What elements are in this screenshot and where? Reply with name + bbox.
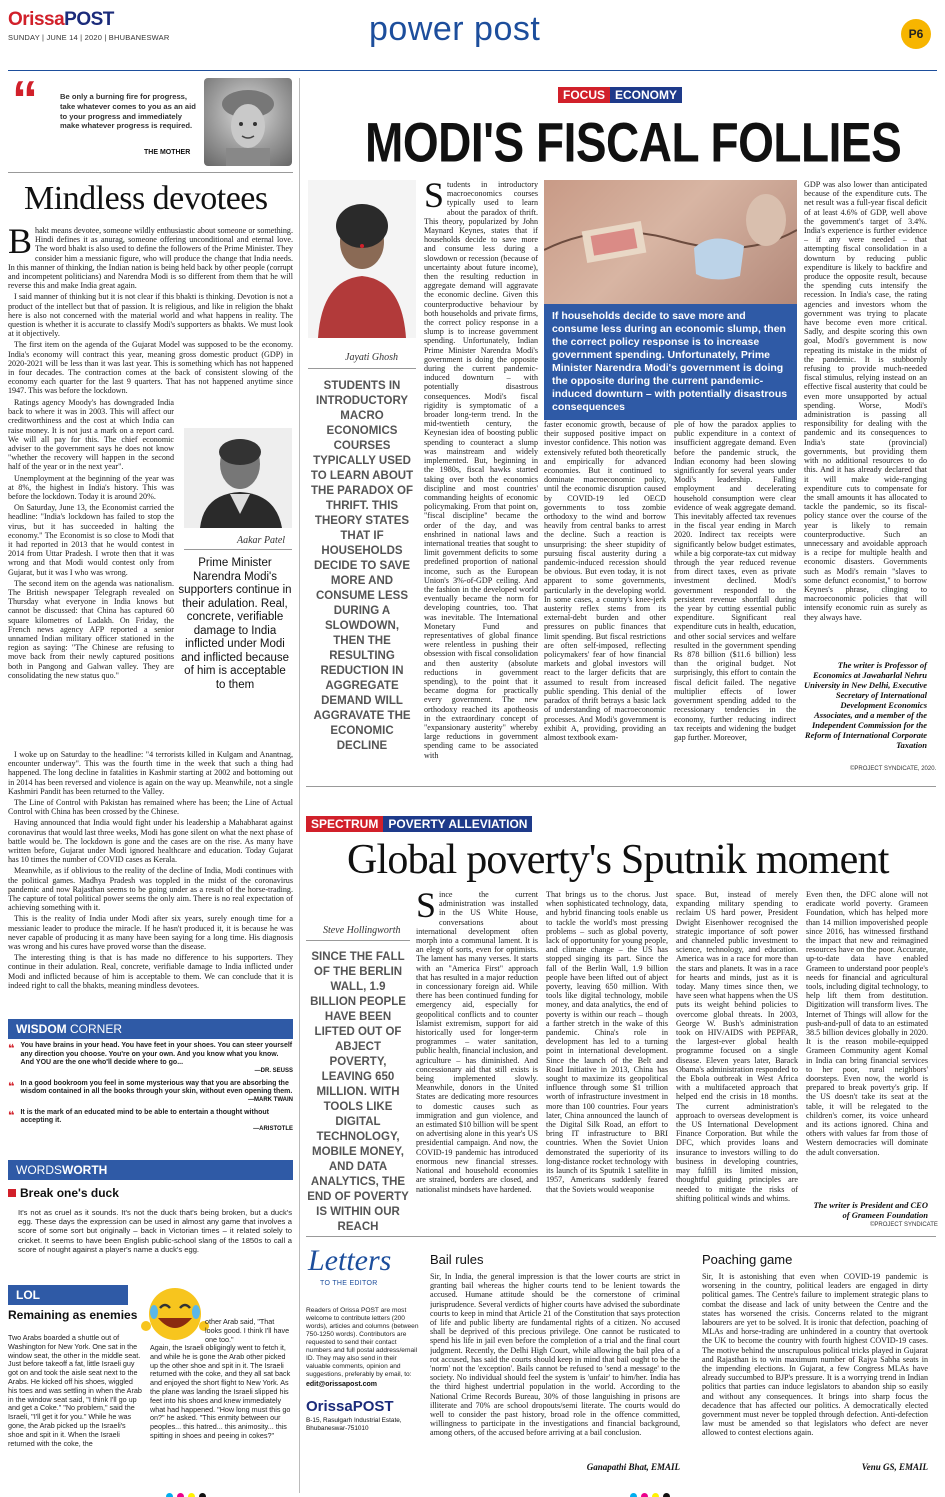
wordsworth-text: It's not as cruel as it sounds. It's not the duck that's being broken, but a duck's egg. These days the expression can be used in almost any game that involves a score of some sort but originally – back in Victorian times – it related solely to cricket. It seems to have been English public-school slang of the 1850s to call a score of nought against a player's name a duck's egg. — [18, 1208, 292, 1254]
quote-box — [8, 71, 293, 170]
letters-box — [306, 1244, 422, 1494]
masthead-logo: OrissaPOST — [8, 9, 114, 30]
fiscal-pullquote: STUDENTS IN INTRODUCTORY MACRO ECONOMICS COURSES TYPICALLY USED TO LEARN ABOUT THE PARADOX OF THRIFT. THIS THEORY STATES THAT IF HOUSEHOLDS DECIDE TO SAVE MORE AND CONSUME LESS DURING A SLOWDOWN, THEN THE RESULTING REDUCTION IN AGGREGATE DEMAND WILL AGGRAVATE THE ECONOMIC DECLINE — [310, 380, 414, 752]
letter2-sign: Venu GS, EMAIL — [861, 1462, 928, 1472]
poverty-col4: Even then, the DFC alone will not eradicate world poverty. Grameen Foundation, which has helped more than 14 million impoverished people since 2016, has witnessed firsthand the impact that new and reimagined resources have on the poor. Accurate, up-to-date data have enabled Grameen to understand poor people's needs for financial and agricultural tools, including digital technology, to help lift them from destitution. Digitization will transform lives. The Internet of Things will allow for the push-and-pull of data to an estimated 38.5 billion devices globally in 2020. It is the reason mobile-equipped Grameen Community agent Komal in India can bring financial services to her poor, rural neighbors' doorsteps. Even now, the world is prepared to break poverty's grip. If the US doesn't take its seat at the table, it will be relegated to the children's corner, its voice unheard and its actions ignored. China and others with values far from those of Western democracies will dominate the adult conversation. — [806, 890, 928, 1157]
wisdom-corner-header: WISDOM CORNER — [8, 1019, 293, 1039]
byline-rule — [184, 549, 292, 550]
poverty-bottom-rule — [306, 1236, 936, 1237]
poverty-col3: space. But, instead of merely expanding military spending to reclaim US hard power, President Dwight Eisenhower recognised the strategic importance of soft power and channeled public investment to science, technology, and education. America was in a race for more than the stars and planets. It was in a race for hearts and minds, just as it is today. Many times since then, we have seen what happens when the US puts its weight behind policies to overcome global threats. In 2003, George W. Bush's administration took on HIV/AIDS with PEPFAR, the largest-ever global health programme focused on a single disease. Eleven years later, Barack Obama's administration responded to the Ebola outbreak in West Africa with a multifaceted approach that helped end the crisis in 18 months. The current administration's approach to overseas development is the US International Development Finance Corporation. But while the DFC, which provides loans and insurance to investors willing to do business in developing countries, may fulfill its limited mission, thoughtful guiding principles are needed to mitigate the risks of shifting political winds and whims. — [676, 890, 798, 1203]
square-bullet-icon — [8, 1189, 16, 1197]
letters-address: B-15, Rasulgarh Industrial Estate, Bhubaneswar-751010 — [306, 1417, 402, 1432]
page-number-badge: P6 — [901, 19, 931, 49]
poverty-col2: That brings us to the chorus. Just when sophisticated technology, data, and hybrid financing tools enable us to tackle the world's most pressing problems – such as global poverty, lack of opportunity for young people, and climate change – the US has stopped singing its part. Since the fall of the Berlin Wall, 1.9 billion people have been lifted out of abject poverty, leaving 650 million. With tools like digital technology, mobile money, and data analytics, the end of poverty is within our reach – though a farther stretch in the wake of this pandemic. China's role in development has led to a turning point in international development. Since the launch of the Belt and Road Initiative in 2013, China has sought to maximize its geopolitical influence through some $1 trillion worth of infrastructure investment in more than 100 countries. Four years later, China announced the launch of the Digital Silk Road, an effort to bring IT infrastructure to BRI countries. When the Soviet Union demonstrated the superiority of its long-distance rocket technology with its launch of its Sputnik 1 satellite in 1957, Americans suddenly feared that the Soviets would weaponise — [546, 890, 668, 1194]
left-article-col1: Ratings agency Moody's has downgraded India back to where it was in 2003. This will affect our creditworthiness and the cost at which India can raise money. It is not just a mark on a report card. We will all pay for this. The chief economic adviser to the government says he does not know "whether the recovery will happen in the second half of the year or in the next year". Unemployment at the beginning of the year was at 8%, the highest in India's history. This was before the lockdown. Today it is around 20%. On Saturday, June 13, the Economist carried the headline: "India's lockdown has failed to stop the virus, but it has succeeded in halting the economy." The Economist is so close to Modi that it had reported in 2013 that he would contest in 2014 from Uttar Pradesh. I wrote then that it was wrong and that Modi would contest only from Gujarat, but it was I who was wrong. The second item on the agenda was nationalism. The British newspaper Telegraph revealed on Thursday what everyone in India knows but cannot be discussed: that China has captured 60 square kilometres of Ladakh. On Friday, the French news agency AFP reported a senior unnamed Indian military officer stationed in the region as saying: "The Chinese are refusing to move back from their newly captured positions both in Pangong and Galwan valley. They are consolidating the new status quo." — [8, 398, 174, 680]
poverty-pullquote: SINCE THE FALL OF THE BERLIN WALL, 1.9 BILLION PEOPLE HAVE BEEN LIFTED OUT OF ABJECT POVERTY, LEAVING 650 MILLION. WITH TOOLS LIKE DIGITAL TECHNOLOGY, MOBILE MONEY, AND DATA ANALYTICS, THE END OF POVERTY IS WITHIN OUR REACH — [307, 951, 409, 1233]
quote-text: Be only a burning fire for progress, take whatever comes to you as an aid to your progress and immediately make whatever progress is required. — [60, 92, 196, 131]
letters-intro: Readers of Orissa POST are most welcome to contribute letters (200 words), articles and columns (between 750-1250 words). Contributors are requested to send their contact numbers and full postal address/email ID. They may also send in their valuable comments, opinion and suggestions, preferably by email, to: — [306, 1307, 419, 1378]
poverty-col1: S ince the current administration was installed in the US White House, conversations about international development often morph into a communal lament. It is an elegy of sorts, even for optimists. The lament has many verses. It starts with an "America First" approach that has resulted in a major reduction in concessionary foreign aid. While there has been continued funding for emergency aid, especially for geopolitical conflicts and to counter Islamist extremism, support for aid historically used for longer-term programmes – water sanitation, public health, financial inclusion, and agriculture – has diminished. And concessionary aid that still exists is being implemented slowly. Meanwhile, donors in the United States are dedicating more resources to domestic causes such as immigration and gun violence, and an estimated $10 billion will be spent on advertising alone in this year's US presidential campaign. And now, the COVID-19 pandemic has introduced enormous new financial stresses. National and household economies are strained, borders are closed, and nationalist mindsets have hardened. — [416, 890, 538, 1194]
fiscal-col2: faster economic growth, because of their supposed positive impact on investor confidence. This notion was extensively refuted both theoretically and empirically for advanced economies. But it continued to dominate macroeconomic policy, until the economic disruption caused by COVID-19 led OECD governments to toss zombie orthodoxy to the wind and borrow heavily from central banks to arrest the decline. Such a reaction is unsurprising: the sheer stupidity of pursuing fiscal austerity during a pandemic-induced recession should be obvious. But even today, it is not apparent to some governments, particularly in the developing world. In some cases, a country's knee-jerk austerity reflex stems from its external-debt burden and other pressures on public finances that limit spending. But fiscal restrictions are often self-imposed, reflecting policymakers' fear of how financial markets and global investors will react to the larger deficits that are assumed to result from increased public spending. This denial of the paradox of thrift betrays a basic lack of understanding of macroeconomic processes. And Modi's government is exhibit A, providing, providing an almost textbook exam- — [544, 420, 666, 742]
dropcap: B — [8, 226, 33, 261]
poverty-author-byline: Steve Hollingworth — [323, 925, 401, 936]
quote-icon: ❝ — [8, 1109, 15, 1122]
quote-attribution: THE MOTHER — [144, 149, 191, 156]
fiscal-bottom-rule — [306, 786, 936, 787]
letters-logo: Letters — [308, 1244, 392, 1277]
fiscal-author-byline: Jayati Ghosh — [345, 352, 399, 363]
quote-icon: ❝ — [8, 1043, 15, 1055]
laughing-emoji-icon — [140, 1282, 210, 1344]
registration-marks — [630, 1487, 674, 1497]
aakar-patel-photo — [184, 428, 292, 528]
quote-box-rule — [8, 172, 293, 173]
fiscal-tags: FOCUS ECONOMY — [558, 86, 682, 104]
fiscal-bio: The writer is Professor of Economics at Jawaharlal Nehru University in New Delhi, Executive Secretary of International Development Economics Associates, and a member of the Independent Commission for the Reform of International Corporate Taxation — [804, 660, 928, 750]
left-article-bottom: I woke up on Saturday to the headline: "4 terrorists killed in Kulgam and Anantnag, encounter underway". This was the fourth time in the week that such a thing had happened. The long decline in fatalities in Kashmir starting at 2002 and bottoming out in 2014 has been reversed and violence is again on the way up. Meanwhile, not a single Kashmiri Pandit has been returned to the Valley. The Line of Control with Pakistan has remained where has been; the Line of Actual Control with China has been crossed by the Chinese. Having announced that India would fight under his leadership a Mahabharat against coronavirus that would last three weeks, Modi has gone silent on what the next phase of battle would be. The lockdown is gone and the cases are on the rise. As many have written before, Gujarat under Modi ignored healthcare and education. Today Gujarat has 10 times the number of COVID cases as Kerala. Meanwhile, as if oblivious to the reality of the decline of India, Modi continues with the political games. Madhya Pradesh was toppled in the midst of the coronavirus pandemic and now Rajasthan seems to be going under as a result of the horse-trading. The capture of total political power seems the only aim. There is no real expectation of achieving something with it. This is the reality of India under Modi after six years, surely enough time for a messianic leader to produce the miracle. If he hasn't produced it, it is because he was never capable of producing it as many have been saying for a long time. His diagnosis was wrong and his cures have proved worse than the disease. The interesting thing is that is has made no difference to his supporters. They continue in their adulation. Real, concrete, verifiable damage to India inflicted under Modi and inflicted because of him is acceptable to them. We can conclude that it is indeed right to call the bhakts, meaning mindless devotees. — [8, 750, 293, 990]
wordsworth-heading: Break one's duck — [8, 1186, 119, 1200]
fiscal-col3: ple of how the paradox applies to public expenditure in a context of insufficient aggregate demand. Even before the pandemic struck, the Indian economy had been slowing significantly for several years under Modi's leadership. Falling employment and decelerating household consumption were clear evidence of weak aggregate demand. This inevitably affected tax revenues in the fiscal year ending in March 2020. Indirect tax receipts were significantly below budget estimates, while a big corporate-tax cut midway through the year reduced revenue from direct taxes, even as private investment declined. Modi's government responded to the persistent revenue shortfall during the year by cutting essential public expenditure. Significant real expenditure cuts in health, education, and other social services and welfare resulted in the government spending Rs 878 billion ($11.6 billion) less than the original budget. Not surprisingly, this effort to contain the fiscal deficit failed. The negative multiplier effects of lower government spending added to the recessionary tendencies in the economy, further reducing indirect tax receipts and widening the budget gap further. Moreover, — [674, 420, 796, 742]
left-author-byline: Aakar Patel — [237, 535, 286, 546]
wisdom-quote-3: ❝ It is the mark of an educated mind to be able to entertain a thought without accepting it. —ARISTOTLE — [8, 1108, 293, 1132]
dropcap: S — [424, 180, 445, 215]
letter1-title: Bail rules — [430, 1252, 484, 1267]
letters-email: edit@orissapost.com — [306, 1381, 378, 1388]
left-headline: Mindless devotees — [24, 180, 268, 217]
fiscal-byline-rule — [308, 368, 416, 369]
left-pullquote: Prime Minister Narendra Modi's supporters continue in their adulation. Real, concrete, verifiable damage to India inflicted under Modi and inflicted because of him is acceptable to them — [178, 557, 292, 691]
letter2-title: Poaching game — [702, 1252, 793, 1267]
quote-icon: ❝ — [8, 1080, 15, 1093]
lol-header: LOL — [8, 1285, 128, 1305]
jayati-ghosh-photo — [308, 180, 416, 338]
quote-mark-icon: “ — [12, 71, 38, 129]
fiscal-credit: ©PROJECT SYNDICATE, 2020. — [850, 766, 937, 772]
fiscal-col1: S tudents in introductory macroeconomics courses typically used to learn about the paradox of thrift. This theory, popularized by John Maynard Keynes, states that if households decide to save more and consume less during a slowdown or recession (because of uncertainty about future income), then the resulting reduction in aggregate demand will aggravate the economic decline. Given this counterproductive behaviour by both households and private firms, the correct policy response in a slump is to increase government spending. Unfortunately, Indian Prime Minister Narendra Modi's government is doing the opposite during the current pandemic-induced downturn – with potentially disastrous consequences. Modi's fiscal rigidity is symptomatic of a broader long-term trend. In the mid-twentieth century, the Keynesian idea of boosting public spending to counteract a slump was mainstream and widely implemented. But, beginning in the 1980s, fiscal hawks started taking over both the economics discipline and most countries' commanding heights of economic policymaking. From that point on, "fiscal discipline" became the order of the day, and was enshrined in national laws and international treaties that sought to limit government deficits to some predefined proportion of national income, such as the European Union's 3%-of-GDP ceiling. And the fashion in the developed world eventually became the norm for developing countries, too. That was inevitable. The International Monetary Fund and representatives of global finance were relentless in pushing their obsession with fiscal consolidation and then austerity (absolute reductions in government spending), to the point that it became dogma for practically every government. The new orthodoxy reached its apotheosis in the extraordinary concept of "expansionary austerity" whereby large reductions in government spending came to be associated with — [424, 180, 538, 760]
left-article-top: B hakt means devotee, someone wildly enthusiastic about someone or something. Hindi defines it as anurag, someone offering unconditional and eternal love. The word bhakt is also used to define the followers of the Prime Minister. They consider him a messianic figure, who will produce the change that India needs. In this manner of thinking, the Indian nation is being held back by other people (corrupt and incompetent politicians) and Narendra Modi is so different from them that he will reverse this and make India great again. I said manner of thinking but it is not clear if this bhakti is thinking. Devotion is not a product of the intellect but that of passion. It is religious, and like in religion the bhakt here is also not concerned with the material world and what happens in reality. The question is whether it is accurate to classify Modi's supporters as bhakts. We must look at it objectively. The first item on the agenda of the Gujarat Model was supposed to be the economy. India's economy will contract this year, meaning gross domestic product (GDP) in 2020-2021 will be less than it was last year. This is something which has not happened in four decades. The contraction comes at the back of consistent slowing of the economy each quarter for the last 9 quarters. That has not happened anytime since 1947. This was before the lockdown. — [8, 226, 293, 396]
wordsworth-header: WORDSWORTH — [8, 1160, 293, 1180]
fiscal-col4: GDP was also lower than anticipated because of the expenditure cuts. The net result was a full-year fiscal deficit of at least 4.6% of GDP, well above the government's target of 3.4%. India's experience is further evidence – if any were needed – that attempting fiscal consolidation in a downturn by reducing public expenditure is likely to backfire and produce the opposite result, because the spending cuts intensify the recession. In India's case, the rating agencies and investors whom the government was trying to placate have become even more critical. Sadly, and despite scoring this own goal, Modi's government is now repeating its mistake in the midst of the pandemic. It is stubbornly refusing to provide much-needed fiscal stimulus, relying instead on an effective fiscal austerity that could be even more unsupported by actual spending. Worse, Modi's administration is passing all responsibility for dealing with the pandemic and its consequences to India's state (provincial) governments, but providing them with no additional resources to do this. And it has already declared that it will make wide-ranging expenditure cuts to compensate for the small amounts it has allocated to tackle the pandemic, so its fiscal-policy stance over the course of the year is likely to remain counterproductive. Such an unnecessary and avoidable approach is a recipe for multiple health and economic disasters. Governments such as Modi's remain "slaves to some defunct economist," to borrow Keynes's phrase, clinging to macroeconomic policies that will intensify economic ruin as surely as they always have. — [804, 180, 927, 622]
lol-heading: Remaining as enemies — [8, 1308, 138, 1322]
lol-col1: Two Arabs boarded a shuttle out of Washington for New York. One sat in the window seat, the other in the middle seat. Just before takeoff a fat, little Israeli guy got on and took the aisle seat next to the Arabs. He kicked off his shoes, wiggled his toes and was settling in when the Arab in the window seat said, "I think I'll go up and get a Coke." "No problem," said the Israeli, "I'll get it for you." While he was gone, the Arab picked up the Israeli's shoe and spit in it. When the Israeli returned with the coke, the — [8, 1334, 142, 1448]
letters-logo-sub: TO THE EDITOR — [320, 1280, 378, 1287]
poverty-byline-rule — [306, 940, 410, 941]
letter1-sign: Ganapathi Bhat, EMAIL — [586, 1462, 680, 1472]
letters-brand: OrissaPOST — [306, 1398, 394, 1415]
registration-marks — [166, 1487, 210, 1497]
poverty-credit: ©PROJECT SYNDICATE — [870, 1222, 938, 1228]
the-mother-portrait — [204, 78, 292, 166]
fiscal-photo — [544, 180, 797, 304]
dateline: SUNDAY | JUNE 14 | 2020 | BHUBANESWAR — [8, 33, 170, 42]
masthead-rule — [8, 70, 937, 71]
wisdom-quotes — [8, 1042, 293, 1132]
lol-col2: Again, the Israeli obligingly went to fetch it, and while he is gone the Arab other picked up the other shoe and spit in it. The Israeli returned with the coke, and they all sat back and enjoyed the short flight to New York. As the plane was landing the Israeli slipped his feet into his shoes and knew immediately what had happened. "How long must this go on?" he asked. "This enmity between our peoples... this hatred... this animosity... this spitting in shoes and peeing in cokes?" — [150, 1344, 291, 1440]
poverty-tags: SPECTRUM POVERTY ALLEVIATION — [306, 815, 532, 833]
wisdom-quote-1: ❝ You have brains in your head. You have feet in your shoes. You can steer yourself any direction you choose. You're on your own. And you know what you know. And YOU are the one who'll decide where to go... —DR. SEUSS — [8, 1042, 293, 1074]
poverty-bio: The writer is President and CEO of Grameen Foundation — [813, 1200, 928, 1220]
column-divider — [299, 78, 300, 1493]
wisdom-quote-2: ❝ In a good bookroom you feel in some mysterious way that you are absorbing the wisdom contained in all the books through your skin, without even opening them. —MARK TWAIN — [8, 1079, 293, 1103]
section-title: power post — [369, 10, 541, 48]
lol-col2-top: other Arab said, "That looks good. I think I'll have one too." — [205, 1317, 290, 1344]
letter2-body: Sir, It is astonishing that even when COVID-19 pandemic is worsening in the country, political leaders are engaged in dirty political games. The Centre's failure to implement strategic plans to combat the disease and lack of unity between the Centre and the states has worsened the crisis. Concerns related to the migrant labourers are yet to be solved. It is ironic that defection, poaching of MLAs and horse-trading are unhindered in a country that overtook the UK to become the country with fourth highest COVID-19 cases. The motive behind the unscrupulous political tricks played in Gujarat and Rajasthan is to win maximum number of Rajya Sabha seats in the impending elections. In Gujarat, a few Congress MLAs have already succumbed to BJP's pressure. It is a worrying trend in Indian politics that parties can induce legislators to abandon ship so easily and without any consequences. It brings into sharp focus the decadence that has affected our politics. A democratically elected government must never be toppled through defection. Anti-defection law must be amended so that legislators who defect are never allowed to contest elections again. — [702, 1272, 928, 1438]
poverty-headline: Global poverty's Sputnik moment — [347, 837, 889, 883]
dropcap: S — [416, 890, 437, 925]
fiscal-photo-caption: If households decide to save more and consume less during an economic slump, then the correct policy response is to increase government spending. Unfortunately, Prime Minister Narendra Modi's government is doing the opposite during the current pandemic-induced downturn – with potentially disastrous consequences — [544, 304, 797, 420]
letter1-body: Sir, In India, the general impression is that the lower courts are strict in granting bail whereas the higher courts tend to be lenient towards the accused. Humane attitude should be the cornerstone of criminal jurisprudence. Several verdicts of higher courts have advised the subordinate courts to keep in mind that Article 21 of the Constitution that says protection of life and public liberty are fundamental rights of a citizen. No accused shall be deprived of this precious privilege. One cannot be rusticated to spend his life in jail even before the completion of a trial and the final court judgment. Recently, the Delhi High Court, while allowing the bail plea of a rot accused, has said the courts should keep in mind that bail ought to be the 'norm' not the 'exception'. Bails cannot be refused to 'send a message' to the society. No individual should feel the system is 'unfair' to him/her. India has the third highest undertrial population in the world. According to the National Crime Records Bureau, 30% of those languishing in prisons are illiterate and 70% are school dropouts/semi literate. The courts would do well to consider the past history, broad role in the offence committed, willingness to participate in the investigations and financial background, among others, of the accused before arriving at a bail conclusion. — [430, 1272, 680, 1438]
fiscal-headline: MODI'S FISCAL FOLLIES — [365, 111, 902, 174]
